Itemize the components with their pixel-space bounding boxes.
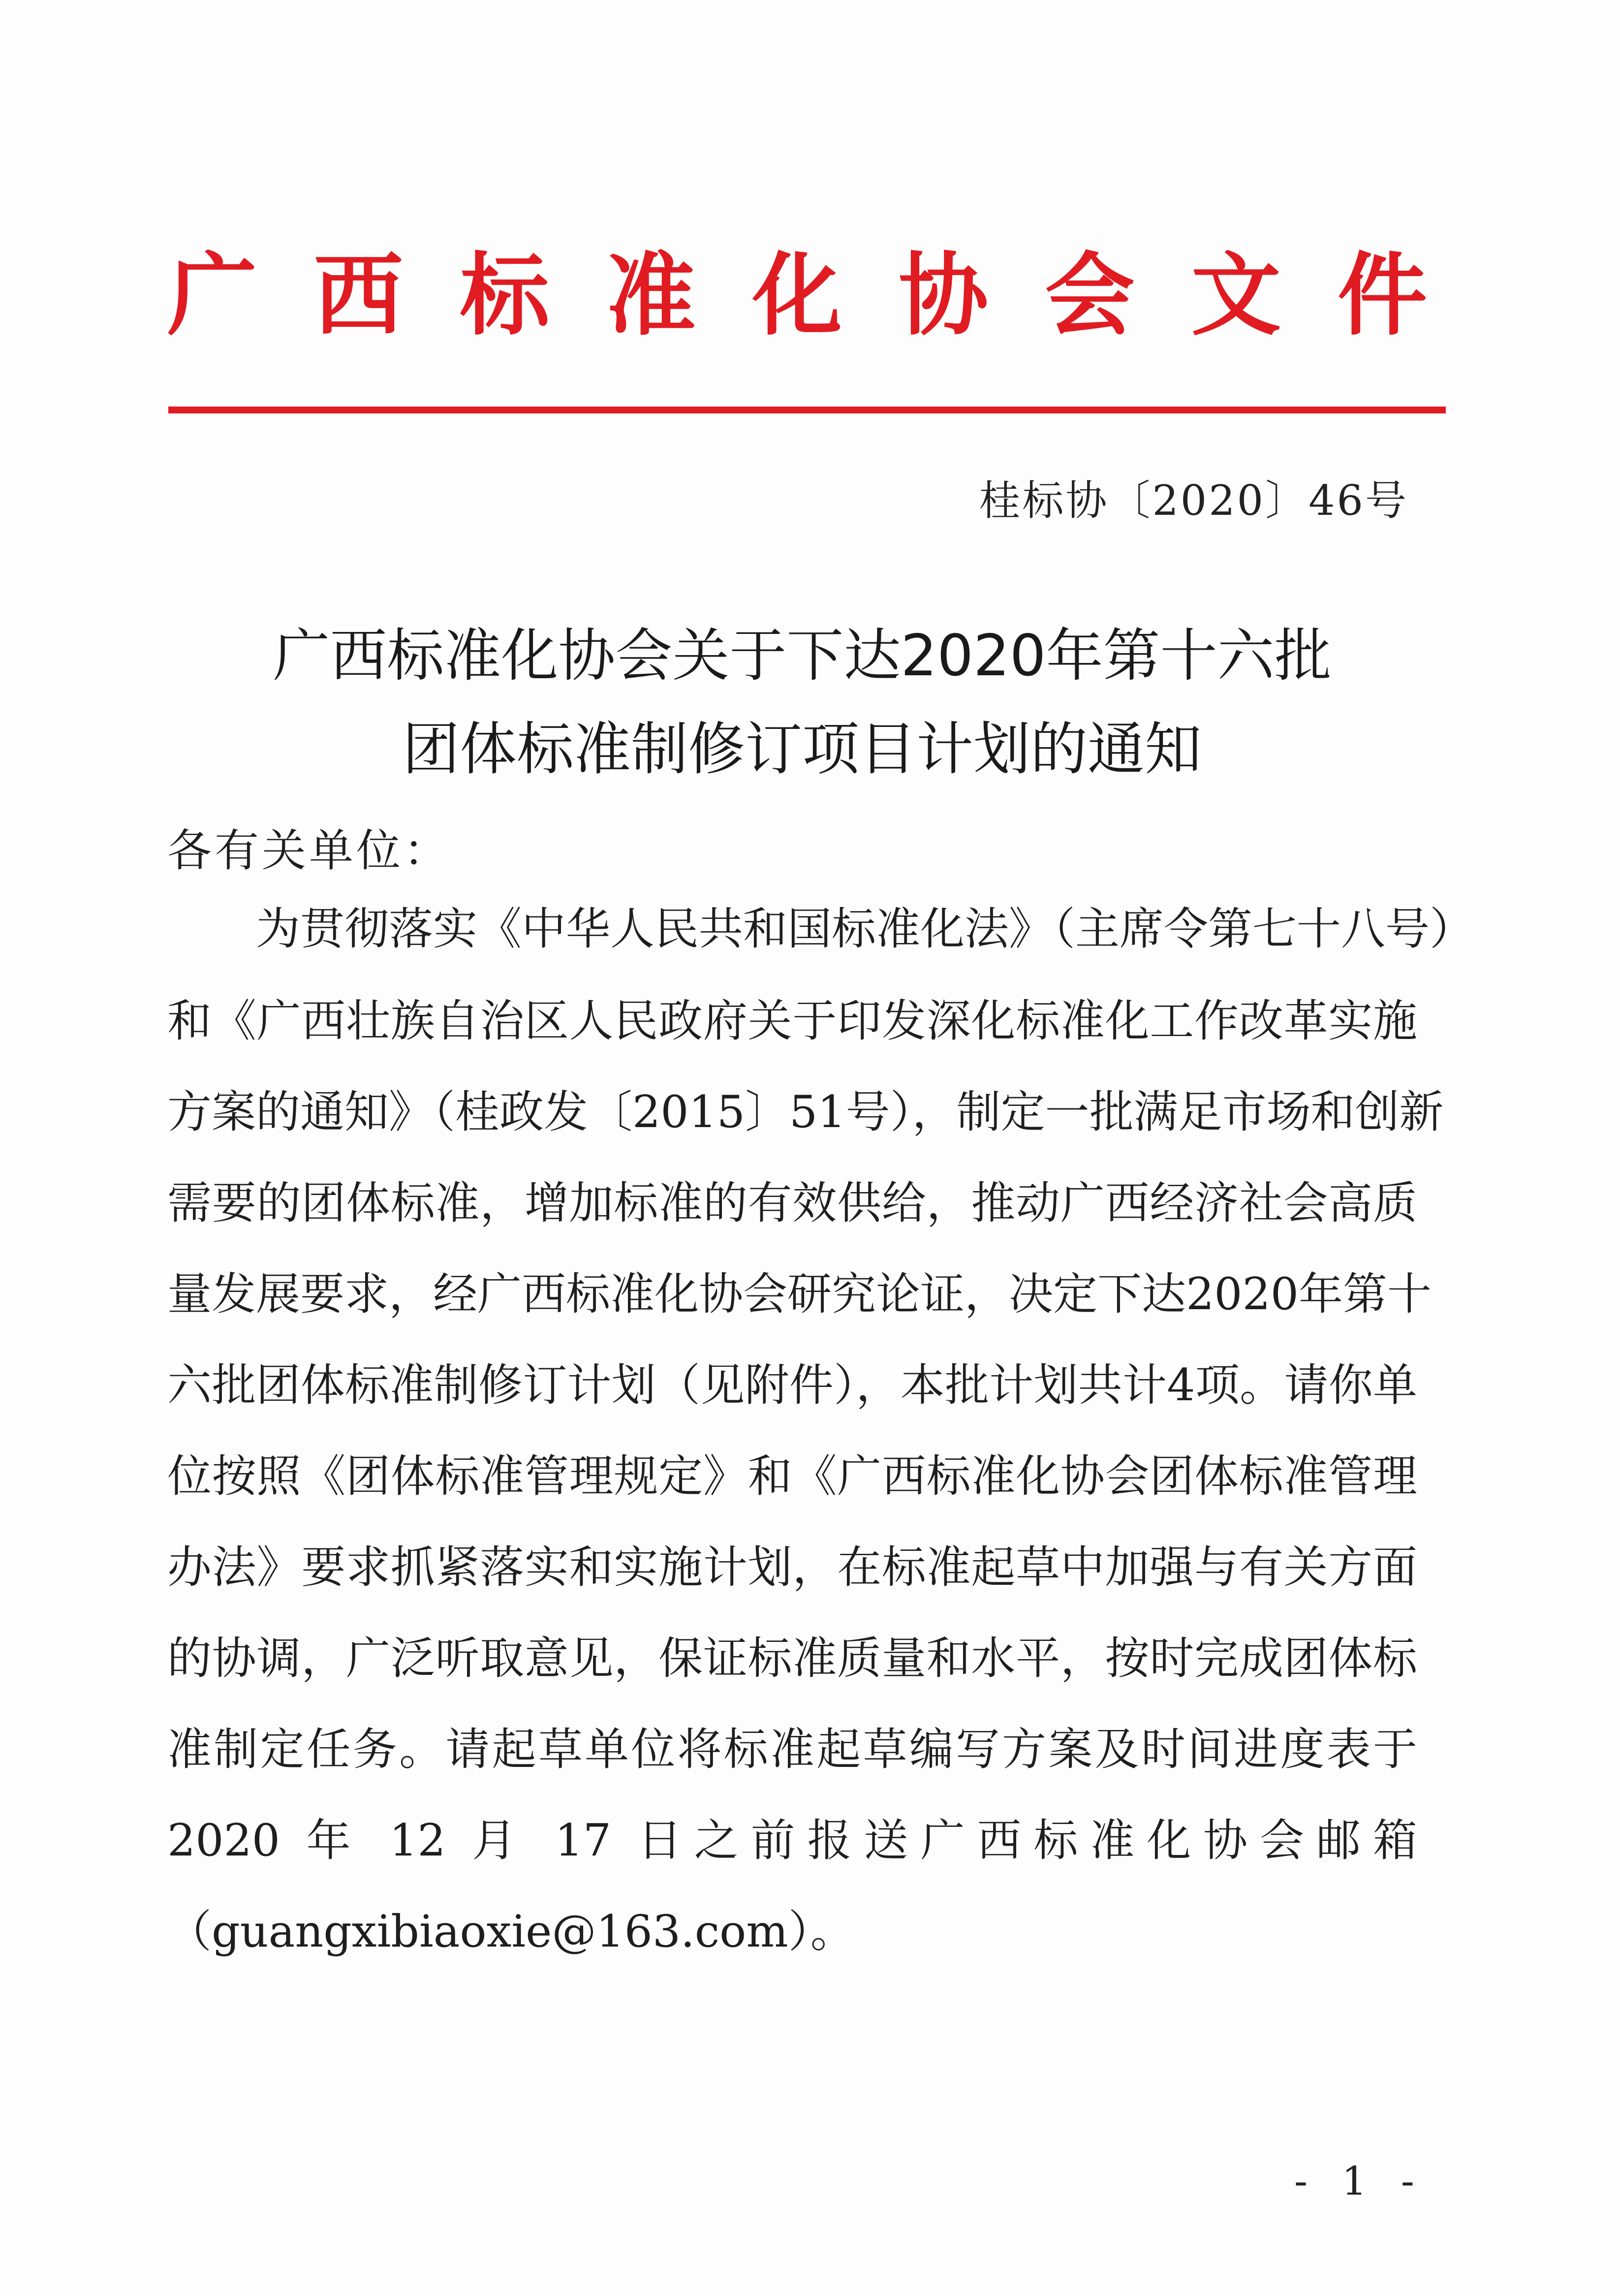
body-line: 2020 年 12 月 17 日之前报送广西标准化协会邮箱 (167, 1815, 1417, 1866)
masthead (167, 231, 1427, 359)
page-number: - 1 - (1294, 2158, 1425, 2204)
document-title-line-2: 团体标准制修订项目计划的通知 (403, 716, 1202, 783)
document-title-line-1: 广西标准化协会关于下达2020年第十六批 (273, 623, 1332, 689)
masthead-char: 准 (606, 243, 696, 347)
masthead-char: 化 (752, 243, 842, 347)
masthead-char: 协 (899, 243, 989, 347)
body-line: 方案的通知》（桂政发〔2015〕51号），制定一批满足市场和创新 (167, 1086, 1444, 1138)
masthead-char: 广 (167, 243, 257, 347)
salutation: 各有关单位： (167, 825, 451, 877)
masthead-char: 文 (1191, 243, 1281, 347)
masthead-char: 件 (1338, 243, 1427, 347)
body-line: 为贯彻落实《中华人民共和国标准化法》（主席令第七十八号） (256, 903, 1474, 955)
body-line: 量发展要求，经广西标准化协会研究论证，决定下达2020年第十 (167, 1268, 1432, 1320)
body-line: 的协调，广泛听取意见，保证标准质量和水平，按时完成团体标 (167, 1633, 1417, 1684)
masthead-char: 西 (313, 243, 404, 347)
masthead-divider (168, 407, 1446, 413)
masthead-char: 会 (1045, 243, 1135, 347)
body-line: 六批团体标准制修订计划（见附件），本批计划共计4项。请你单 (167, 1359, 1417, 1411)
body-line: 位按照《团体标准管理规定》和《广西标准化协会团体标准管理 (167, 1450, 1417, 1502)
document-number: 桂标协〔2020〕46号 (979, 476, 1408, 525)
body-line: 办法》要求抓紧落实和实施计划，在标准起草中加强与有关方面 (167, 1541, 1417, 1593)
masthead-char: 标 (460, 243, 550, 347)
body-line: 和《广西壮族自治区人民政府关于印发深化标准化工作改革实施 (167, 995, 1417, 1047)
body-line: 准制定任务。请起草单位将标准起草编写方案及时间进度表于 (167, 1724, 1417, 1775)
body-line: 需要的团体标准，增加标准的有效供给，推动广西经济社会高质 (167, 1177, 1417, 1229)
body-line: （guangxibiaoxie@163.com）。 (167, 1906, 855, 1957)
